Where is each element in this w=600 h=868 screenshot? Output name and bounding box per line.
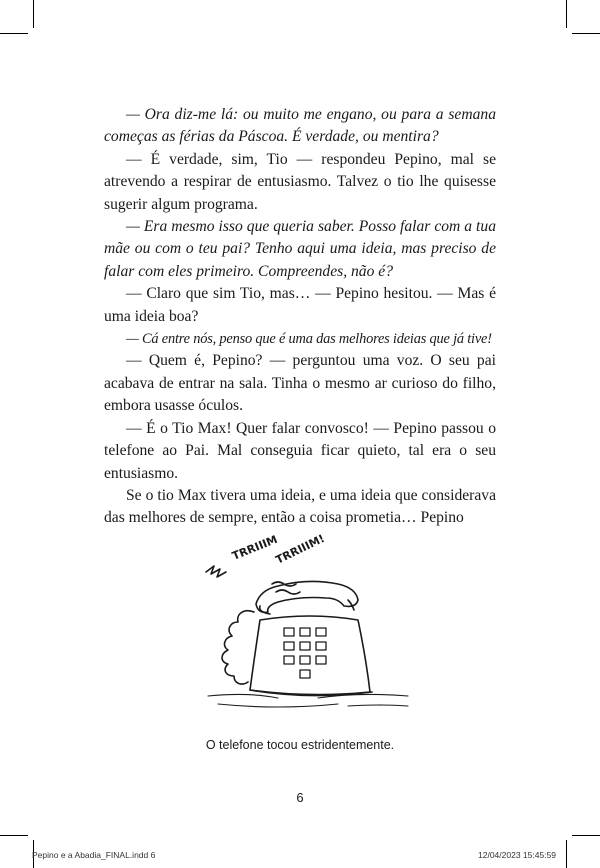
paragraph: — Quem é, Pepino? — perguntou uma voz. O seu pai acabava de entrar na sala. Tinha o mesmo ar curioso do filho, embora usasse óculos. [104,352,496,415]
slug-date: 12/04/2023 15:45:59 [478,850,556,860]
page-number: 6 [296,790,304,805]
crop-mark-top-left [0,33,28,34]
crop-mark-bottom-right-v [566,840,567,868]
crop-mark-top-right-v [566,0,567,28]
crop-mark-top-right [572,33,600,34]
paragraph: Se o tio Max tivera uma ideia, e uma ideia que considerava das melhores de sempre, então a coisa prometia… Pepino [104,486,496,527]
paragraph: — Ora diz-me lá: ou muito me engano, ou para a semana começas as férias da Páscoa. É verdade, ou mentira? [104,106,496,146]
crop-mark-bottom-left [0,835,28,836]
slug-file: Pepino e a Abadia_FINAL.indd 6 [32,850,156,860]
body-text [104,104,496,530]
paragraph: — Claro que sim Tio, mas… — Pepino hesitou. — Mas é uma ideia boa? [104,285,496,325]
illustration-caption: O telefone tocou estridentemente. [205,738,395,752]
paragraph: — É verdade, sim, Tio — respondeu Pepino, mal se atrevendo a respirar de entusiasmo. Talvez o tio lhe quisesse sugerir algum programa. [104,150,496,213]
paragraph: — É o Tio Max! Quer falar convosco! — Pepino passou o telefone ao Pai. Mal conseguia ficar quieto, tal era o seu entusiasmo. [104,419,496,482]
ring-sound-text: TRRIIIM [230,532,280,563]
crop-mark-bottom-right [572,835,600,836]
paragraph: — Era mesmo isso que queria saber. Posso falar com a tua mãe ou com o teu pai? Tenho aqui uma ideia, mas preciso de falar com eles primeiro. Compreendes, não é? [104,218,496,280]
ring-sound-text-2: TRRIIIM! [273,531,327,567]
paragraph: — Cá entre nós, penso que é uma das melhores ideias que já tive! [126,331,492,348]
crop-mark-top-left-v [33,0,34,28]
telephone-illustration [198,520,418,720]
